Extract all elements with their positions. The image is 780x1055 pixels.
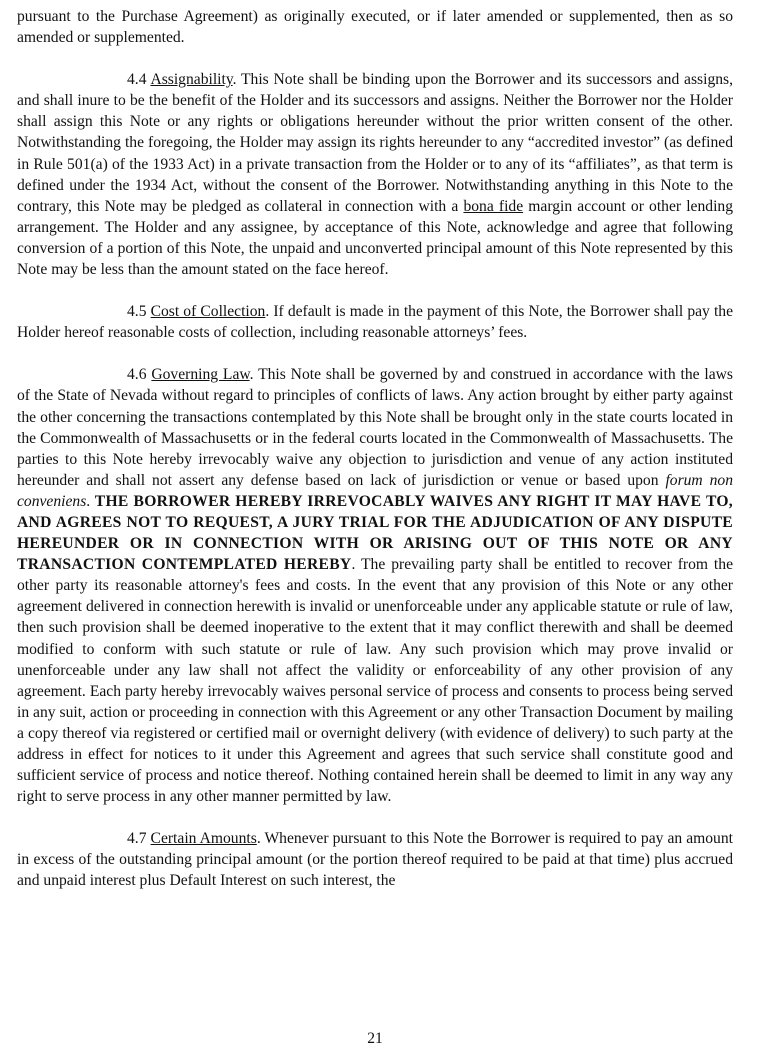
section-4-5-text: . If default is made in the payment of this Note, the Borrower shall pay the Holder hereof reasonable costs of collection, including reasonable attorneys’ fees. (17, 303, 733, 342)
section-4-7 (17, 828, 733, 891)
section-4-7-text: . Whenever pursuant to this Note the Borrower is required to pay an amount in excess of the outstanding principal amount (or the portion thereof required to be paid at that time) plus accrued and unpaid interest plus Default Interest on such interest, the (17, 830, 733, 890)
document-page (17, 6, 733, 913)
section-4-5 (17, 301, 733, 343)
jury-trial-waiver-clause: THE BORROWER HEREBY IRREVOCABLY WAIVES ANY RIGHT IT MAY HAVE TO, AND AGREES NOT TO REQUEST, A JURY TRIAL FOR THE ADJUDICATION OF ANY DISPUTE HEREUNDER OR IN CONNECTION WITH OR ARISING OUT OF THIS NOTE OR ANY TRANSACTION CONTEMPLATED HEREBY (17, 492, 733, 574)
section-4-6-text-2: . (86, 492, 95, 510)
bona-fide-term: bona fide (463, 197, 524, 215)
intro-paragraph (17, 6, 733, 48)
page-number: 21 (367, 1030, 383, 1047)
section-4-6-text-3: . The prevailing party shall be entitled to recover from the other party its reasonable attorney's fees and costs. In the event that any provision of this Note or any other agreement delivered in connection herewith is invalid or unenforceable under any applicable statute or rule of law, then such provision shall be deemed inoperative to the extent that it may conflict therewith and shall be deemed modified to conform with such statute or rule of law. Any such provision which may prove invalid or unenforceable under any law shall not affect the validity or enforceability of any other provision of any agreement. Each party hereby irrevocably waives personal service of process and consents to process being served in any suit, action or proceeding in connection with this Agreement or any other Transaction Document by mailing a copy thereof via registered or certified mail or overnight delivery (with evidence of delivery) to such party at the address in effect for notices to it under this Agreement and agrees that such service shall constitute good and sufficient service of process and notice thereof. Nothing contained herein shall be deemed to limit in any way any right to serve process in any other manner permitted by law. (17, 556, 733, 806)
section-4-4-text-1: . This Note shall be binding upon the Borrower and its successors and assigns, and shall inure to be the benefit of the Holder and its successors and assigns. Neither the Borrower nor the Holder shall assign this Note or any rights or obligations hereunder without the prior written consent of the other. Notwithstanding the foregoing, the Holder may assign its rights hereunder to any “accredited investor” (as defined in Rule 501(a) of the 1933 Act) in a private transaction from the Holder or to any of its “affiliates”, as that term is defined under the 1934 Act, without the consent of the Borrower. Notwithstanding anything in this Note to the contrary, this Note may be pledged as collateral in connection with a (17, 71, 734, 215)
intro-text: pursuant to the Purchase Agreement) as originally executed, or if later amended or supplemented, then as so amended or supplemented. (17, 8, 733, 47)
section-4-7-heading: Certain Amounts (150, 830, 257, 848)
section-4-6-text-1: . This Note shall be governed by and construed in accordance with the laws of the State of Nevada without regard to principles of conflicts of laws. Any action brought by either party against the other concerning the transactions contemplated by this Note shall be brought only in the state courts located in the Commonwealth of Massachusetts or in the federal courts located in the Commonwealth of Massachusetts. The parties to this Note hereby irrevocably waive any objection to jurisdiction and venue of any action instituted hereunder and shall not assert any defense based on lack of jurisdiction or venue or based upon (17, 366, 733, 489)
section-4-6 (17, 364, 733, 807)
section-4-6-heading: Governing Law (151, 366, 250, 384)
section-4-7-number: 4.7 (127, 830, 147, 848)
section-4-5-number: 4.5 (127, 303, 147, 321)
section-4-4-text-2: margin account or other lending arrangement. The Holder and any assignee, by acceptance of this Note, acknowledge and agree that following conversion of a portion of this Note, the unpaid and unconverted principal amount of this Note represented by this Note may be less than the amount stated on the face hereof. (17, 197, 734, 279)
section-4-4 (17, 69, 733, 280)
section-4-5-heading: Cost of Collection (150, 303, 266, 321)
section-4-4-number: 4.4 (127, 71, 147, 89)
section-4-4-heading: Assignability (150, 71, 233, 89)
section-4-6-number: 4.6 (127, 366, 147, 384)
forum-non-conveniens-term: forum non conveniens (17, 471, 734, 510)
